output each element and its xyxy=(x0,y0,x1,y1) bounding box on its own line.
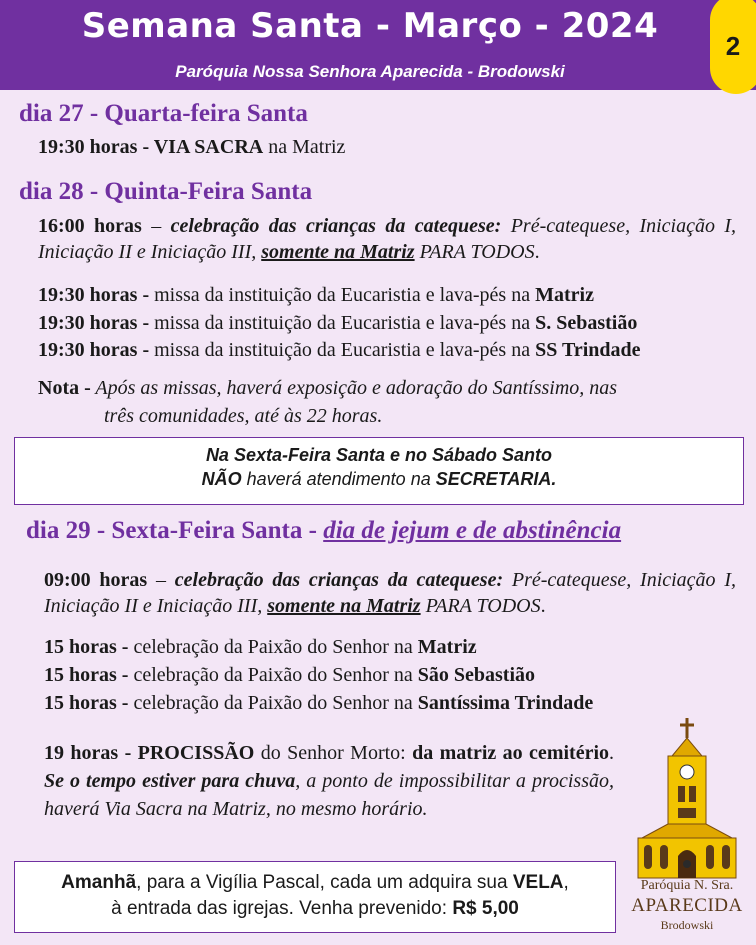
passion-place: Santíssima Trindade xyxy=(417,692,594,714)
logo-parish-line: Paróquia N. Sra. xyxy=(640,878,734,893)
passion-time: 15 horas - xyxy=(44,692,129,714)
passion-text: celebração da Paixão do Senhor na xyxy=(128,692,418,714)
mass-place: S. Sebastião xyxy=(535,312,638,334)
logo-city: Brodowski xyxy=(660,918,714,932)
day29-catechesis xyxy=(44,567,736,619)
rain-text: , a ponto de impossibilitar a procissão, haverá Via Sacra na Matriz, no mesmo horário. xyxy=(44,770,615,820)
procession-route: da matriz ao cemitério xyxy=(412,742,610,764)
mass-text: missa da instituição da Eucaristia e lava-pés na xyxy=(149,284,536,306)
catechesis-only-matriz: somente na Matriz xyxy=(261,241,415,263)
note-line1 xyxy=(38,377,617,400)
mass-line xyxy=(38,312,637,335)
catechesis-groups: Pré-catequese, Iniciação I, Iniciação II e Iniciação III, xyxy=(38,215,737,263)
procession-mid: do Senhor Morto: xyxy=(254,742,413,764)
via-sacra-place: na Matriz xyxy=(263,136,346,158)
vigil-text2: à entrada das igrejas. Venha prevenido: xyxy=(111,898,453,919)
catechesis-all: PARA TODOS xyxy=(420,595,541,617)
catechesis-only-matriz: somente na Matriz xyxy=(267,595,421,617)
note-line2: três comunidades, até às 22 horas. xyxy=(104,405,383,427)
vigil-price: R$ 5,00 xyxy=(452,898,519,919)
logo-aparecida: APARECIDA xyxy=(631,895,743,916)
vigil-tomorrow: Amanhã xyxy=(61,872,137,893)
day27-heading: dia 27 - Quarta-feira Santa xyxy=(19,100,308,127)
catechesis-time: 16:00 horas xyxy=(38,215,142,237)
period: . xyxy=(534,241,540,263)
passion-text: celebração da Paixão do Senhor na xyxy=(128,636,418,658)
passion-place: São Sebastião xyxy=(417,664,536,686)
notice-secretary: SECRETARIA. xyxy=(435,469,557,489)
mass-time: 19:30 horas - xyxy=(38,312,150,334)
page-title: Semana Santa - Março - 2024 xyxy=(81,6,659,46)
mass-place: SS Trindade xyxy=(535,339,641,361)
vigil-line2 xyxy=(15,898,615,920)
vigil-text: , para a Vigília Pascal, cada um adquira sua xyxy=(136,872,513,893)
procession-time: 19 horas - PROCISSÃO xyxy=(44,742,255,764)
vigil-notice xyxy=(14,861,616,933)
parish-subtitle: Paróquia Nossa Senhora Aparecida - Brodowski xyxy=(175,62,565,81)
rain-condition: Se o tempo estiver para chuva xyxy=(44,770,296,792)
passion-line xyxy=(44,636,477,659)
separator: - xyxy=(302,517,324,544)
catechesis-all: PARA TODOS xyxy=(414,241,535,263)
mass-time: 19:30 horas - xyxy=(38,284,150,306)
catechesis-time: 09:00 horas xyxy=(44,569,148,591)
mass-line xyxy=(38,339,641,362)
mass-time: 19:30 horas - xyxy=(38,339,150,361)
fast-day-label: dia de jejum e de abstinência xyxy=(323,517,622,544)
dash: – xyxy=(141,215,171,237)
notice-line1: Na Sexta-Feira Santa e no Sábado Santo xyxy=(205,445,553,465)
vigil-candle: VELA xyxy=(512,872,564,893)
notice-no: NÃO xyxy=(201,469,242,489)
mass-text: missa da instituição da Eucaristia e lava-pés na xyxy=(149,312,536,334)
day27-via-sacra xyxy=(38,136,345,159)
day29-heading xyxy=(26,517,621,545)
passion-line xyxy=(44,692,593,715)
day29-title: dia 29 - Sexta-Feira Santa xyxy=(26,517,303,544)
dash: – xyxy=(147,569,175,591)
notice-line2 xyxy=(15,469,743,490)
passion-time: 15 horas - xyxy=(44,664,129,686)
secretary-notice xyxy=(14,437,744,505)
day28-heading: dia 28 - Quinta-Feira Santa xyxy=(19,178,313,205)
passion-time: 15 horas - xyxy=(44,636,129,658)
vigil-line1 xyxy=(15,872,615,894)
period: . xyxy=(540,595,546,617)
note-text: Após as missas, haverá exposição e adoração do Santíssimo, nas xyxy=(90,377,618,399)
mass-text: missa da instituição da Eucaristia e lava-pés na xyxy=(149,339,536,361)
mass-line xyxy=(38,284,594,307)
passion-line xyxy=(44,664,535,687)
page-number-badge xyxy=(710,0,756,94)
catechesis-title: celebração das crianças da catequese: xyxy=(174,569,504,591)
passion-text: celebração da Paixão do Senhor na xyxy=(128,664,418,686)
note-label: Nota - xyxy=(38,377,91,399)
notice-mid: haverá atendimento na xyxy=(241,469,436,489)
comma: , xyxy=(563,872,569,893)
day28-catechesis xyxy=(38,213,736,265)
mass-place: Matriz xyxy=(535,284,594,306)
catechesis-title: celebração das crianças da catequese: xyxy=(170,215,502,237)
period: . xyxy=(609,742,615,764)
catechesis-groups: Pré-catequese, Iniciação I, Iniciação II e Iniciação III, xyxy=(44,569,736,617)
via-sacra-time: 19:30 horas - VIA SACRA xyxy=(38,136,264,158)
procession-paragraph xyxy=(44,739,614,823)
header-banner xyxy=(0,0,756,90)
passion-place: Matriz xyxy=(417,636,477,658)
page-number: 2 xyxy=(725,31,741,61)
